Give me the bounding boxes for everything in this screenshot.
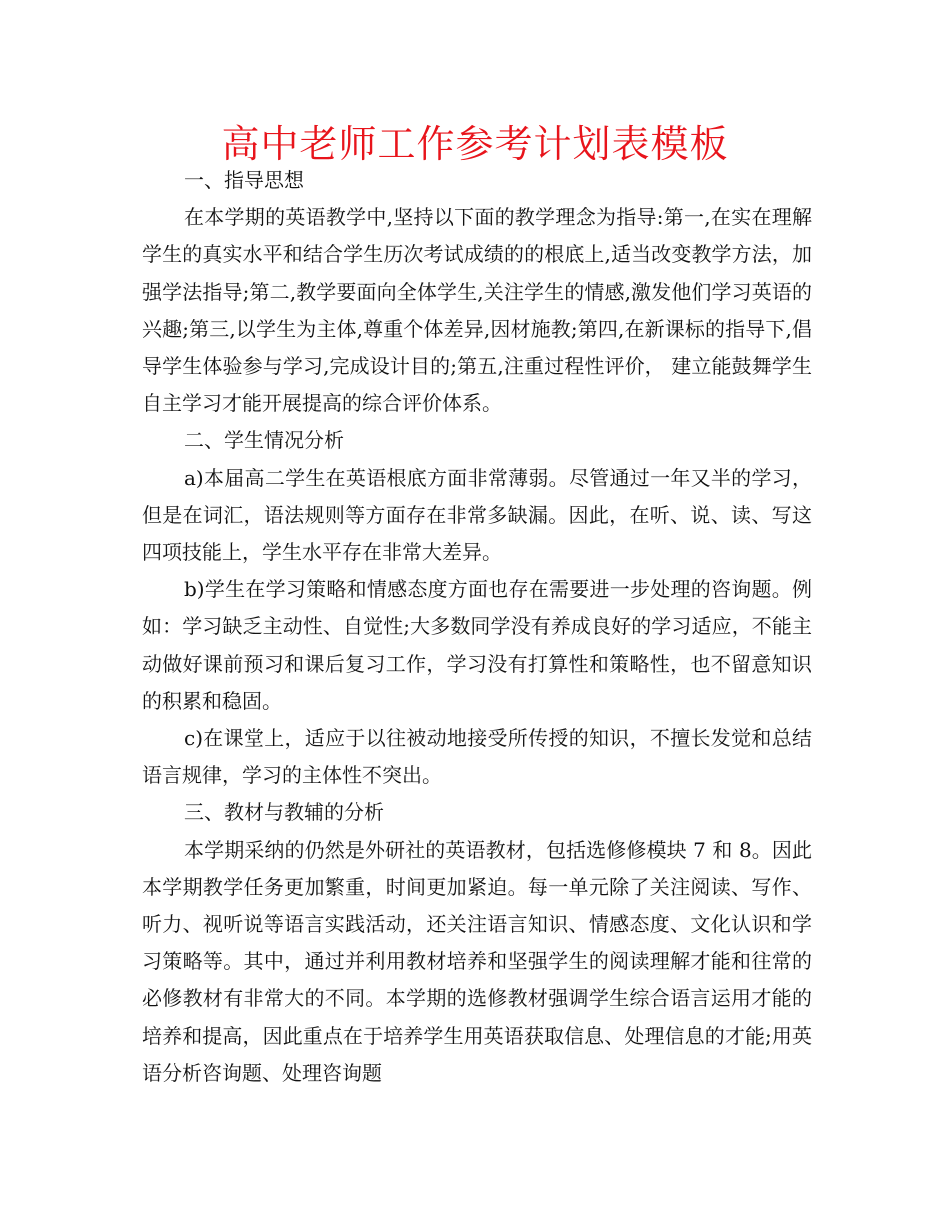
paragraph-textbook-analysis: 本学期采纳的仍然是外研社的英语教材，包括选修修模块 7 和 8。因此本学期教学任务更加繁重，时间更加紧迫。每一单元除了关注阅读、写作、听力、视听说等语言实践活动，还关注语言知识、情感态度、文化认识和学习策略等。其中，通过并利用教材培养和坚强学生的阅读理解才能和往常的必修教材有非常大的不同。本学期的选修教材强调学生综合语言运用才能的培养和提高，因此重点在于培养学生用英语获取信息、处理信息的才能;用英语分析咨询题、处理咨询题	[142, 837, 812, 1085]
paragraph-student-analysis-a: a)本届高二学生在英语根底方面非常薄弱。尽管通过一年又半的学习，但是在词汇，语法规则等方面存在非常多缺漏。因此，在听、说、读、写这四项技能上，学生水平存在非常大差异。	[142, 465, 812, 565]
document-title: 高中老师工作参考计划表模板	[221, 122, 729, 166]
heading-guiding-ideology: 一、指导思想	[184, 168, 304, 192]
paragraph-student-analysis-b: b)学生在学习策略和情感态度方面也存在需要进一步处理的咨询题。例如：学习缺乏主动性、自觉性;大多数同学没有养成良好的学习适应，不能主动做好课前预习和课后复习工作，学习没有打算性和策略性，也不留意知识的积累和稳固。	[142, 577, 812, 713]
document-body	[142, 162, 812, 1092]
paragraph-guiding-ideology: 在本学期的英语教学中,坚持以下面的教学理念为指导:第一,在实在理解学生的真实水平和结合学生历次考试成绩的的根底上,适当改变教学方法，加强学法指导;第二,教学要面向全体学生,关注学生的情感,激发他们学习英语的兴趣;第三,以学生为主体,尊重个体差异,因材施教;第四,在新课标的指导下,倡导学生体验参与学习,完成设计目的;第五,注重过程性评价， 建立能鼓舞学生自主学习才能开展提高的综合评价体系。	[142, 205, 812, 416]
paragraph-student-analysis-c: c)在课堂上，适应于以往被动地接受所传授的知识，不擅长发觉和总结语言规律，学习的主体性不突出。	[142, 726, 812, 788]
heading-textbook-analysis: 三、教材与教辅的分析	[184, 800, 384, 825]
heading-student-analysis: 二、学生情况分析	[184, 428, 344, 453]
